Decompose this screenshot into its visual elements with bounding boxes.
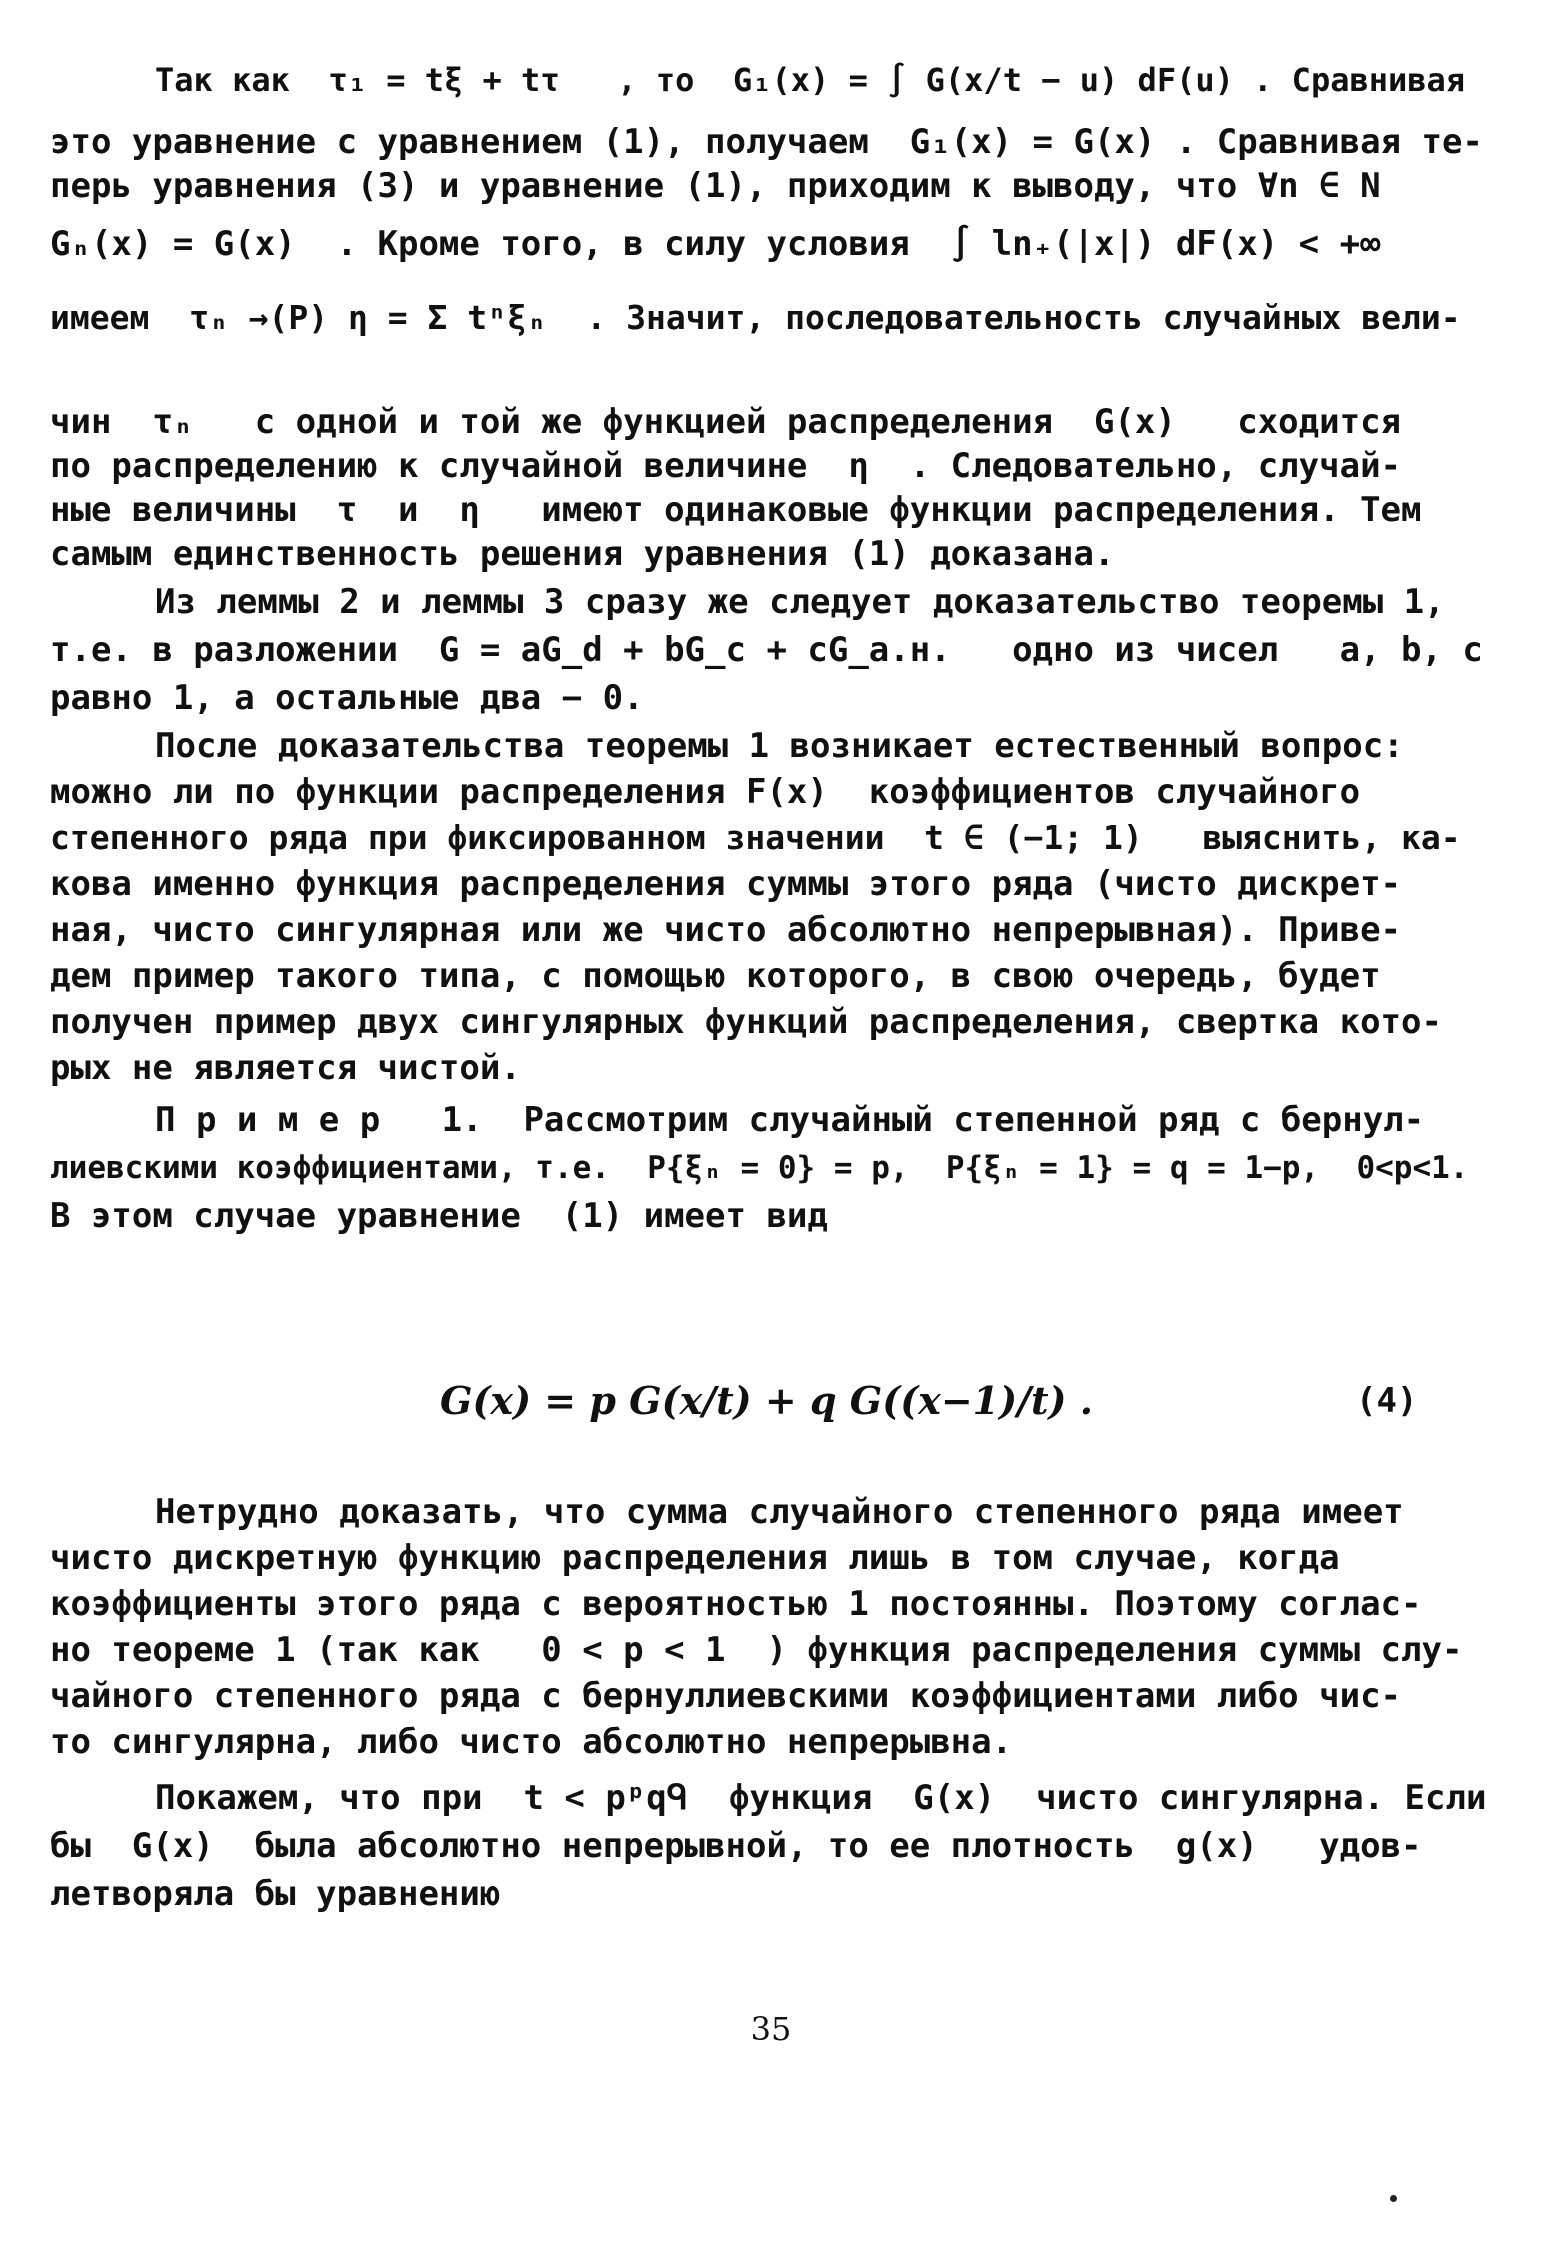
text-line: Нетрудно доказать, что сумма случайного степенного ряда имеет [155, 1492, 1404, 1532]
text-line: чайного степенного ряда с бернуллиевскими коэффициентами либо чис- [50, 1676, 1402, 1716]
text-line: летворяла бы уравнению [50, 1874, 501, 1914]
text-line: После доказательства теоремы 1 возникает естественный вопрос: [155, 726, 1404, 766]
text-line: бы G(x) была абсолютно непрерывной, то ее плотность g(x) удов- [50, 1826, 1422, 1866]
text-line: Из леммы 2 и леммы 3 сразу же следует доказательство теоремы 1, [155, 582, 1445, 622]
text-line: ная, чисто сингулярная или же чисто абсолютно непрерывная). Приве- [50, 910, 1402, 950]
text-line: лиевскими коэффициентами, т.е. P{ξₙ = 0} = p, P{ξₙ = 1} = q = 1−p, 0<p<1. [50, 1150, 1469, 1186]
text-line: имеем τₙ →(P) η = Σ tⁿξₙ . Значит, последовательность случайных вели- [50, 298, 1461, 337]
text-line: чин τₙ с одной и той же функцией распределения G(x) сходится [50, 402, 1402, 442]
text-line: т.е. в разложении G = aG_d + bG_c + cG_a.н. одно из чисел a, b, c [50, 630, 1483, 670]
text-line: но теореме 1 (так как 0 < p < 1 ) функция распределения суммы слу- [50, 1630, 1463, 1670]
text-line: это уравнение с уравнением (1), получаем G₁(x) = G(x) . Сравнивая те- [50, 122, 1483, 162]
text-line: равно 1, а остальные два − 0. [50, 678, 644, 718]
text-line: перь уравнения (3) и уравнение (1), приходим к выводу, что ∀n ∈ N [50, 166, 1381, 206]
text-line: чисто дискретную функцию распределения лишь в том случае, когда [50, 1538, 1340, 1578]
text-line: коэффициенты этого ряда с вероятностью 1 постоянны. Поэтому соглас- [50, 1584, 1422, 1624]
text-line: В этом случае уравнение (1) имеет вид [50, 1196, 828, 1236]
text-line: то сингулярна, либо чисто абсолютно непрерывна. [50, 1722, 1013, 1762]
text-line: Покажем, что при t < pᵖqᑫ функция G(x) чисто сингулярна. Если [155, 1778, 1487, 1818]
scan-speck [1390, 2195, 1397, 2202]
text-line: Так как τ₁ = tξ + tτ , то G₁(x) = ∫ G(x/t − u) dF(u) . Сравнивая [155, 61, 1466, 99]
text-line: по распределению к случайной величине η . Следовательно, случай- [50, 446, 1402, 486]
text-line: степенного ряда при фиксированном значении t ∈ (−1; 1) выяснить, ка- [50, 818, 1461, 857]
text-line: дем пример такого типа, с помощью которого, в свою очередь, будет [50, 956, 1381, 996]
text-line: рых не является чистой. [50, 1048, 521, 1088]
equation: G(x) = p G(x/t) + q G((x−1)/t) . [440, 1378, 1093, 1423]
text-line: получен пример двух сингулярных функций распределения, свертка кото- [50, 1002, 1442, 1042]
example-heading-line: П р и м е р 1. Рассмотрим случайный степенной ряд с бернул- [155, 1100, 1425, 1140]
text-line: ные величины τ и η имеют одинаковые функции распределения. Тем [50, 490, 1422, 530]
text-line: Gₙ(x) = G(x) . Кроме того, в силу условия ∫ ln₊(|x|) dF(x) < +∞ [50, 224, 1381, 264]
text-line: самым единственность решения уравнения (1) доказана. [50, 534, 1115, 574]
text-line: кова именно функция распределения суммы этого ряда (чисто дискрет- [50, 864, 1402, 904]
equation-number: (4) [1356, 1381, 1418, 1421]
text-line: можно ли по функции распределения F(x) коэффициентов случайного [50, 772, 1361, 812]
page-number: 35 [750, 2010, 792, 2048]
